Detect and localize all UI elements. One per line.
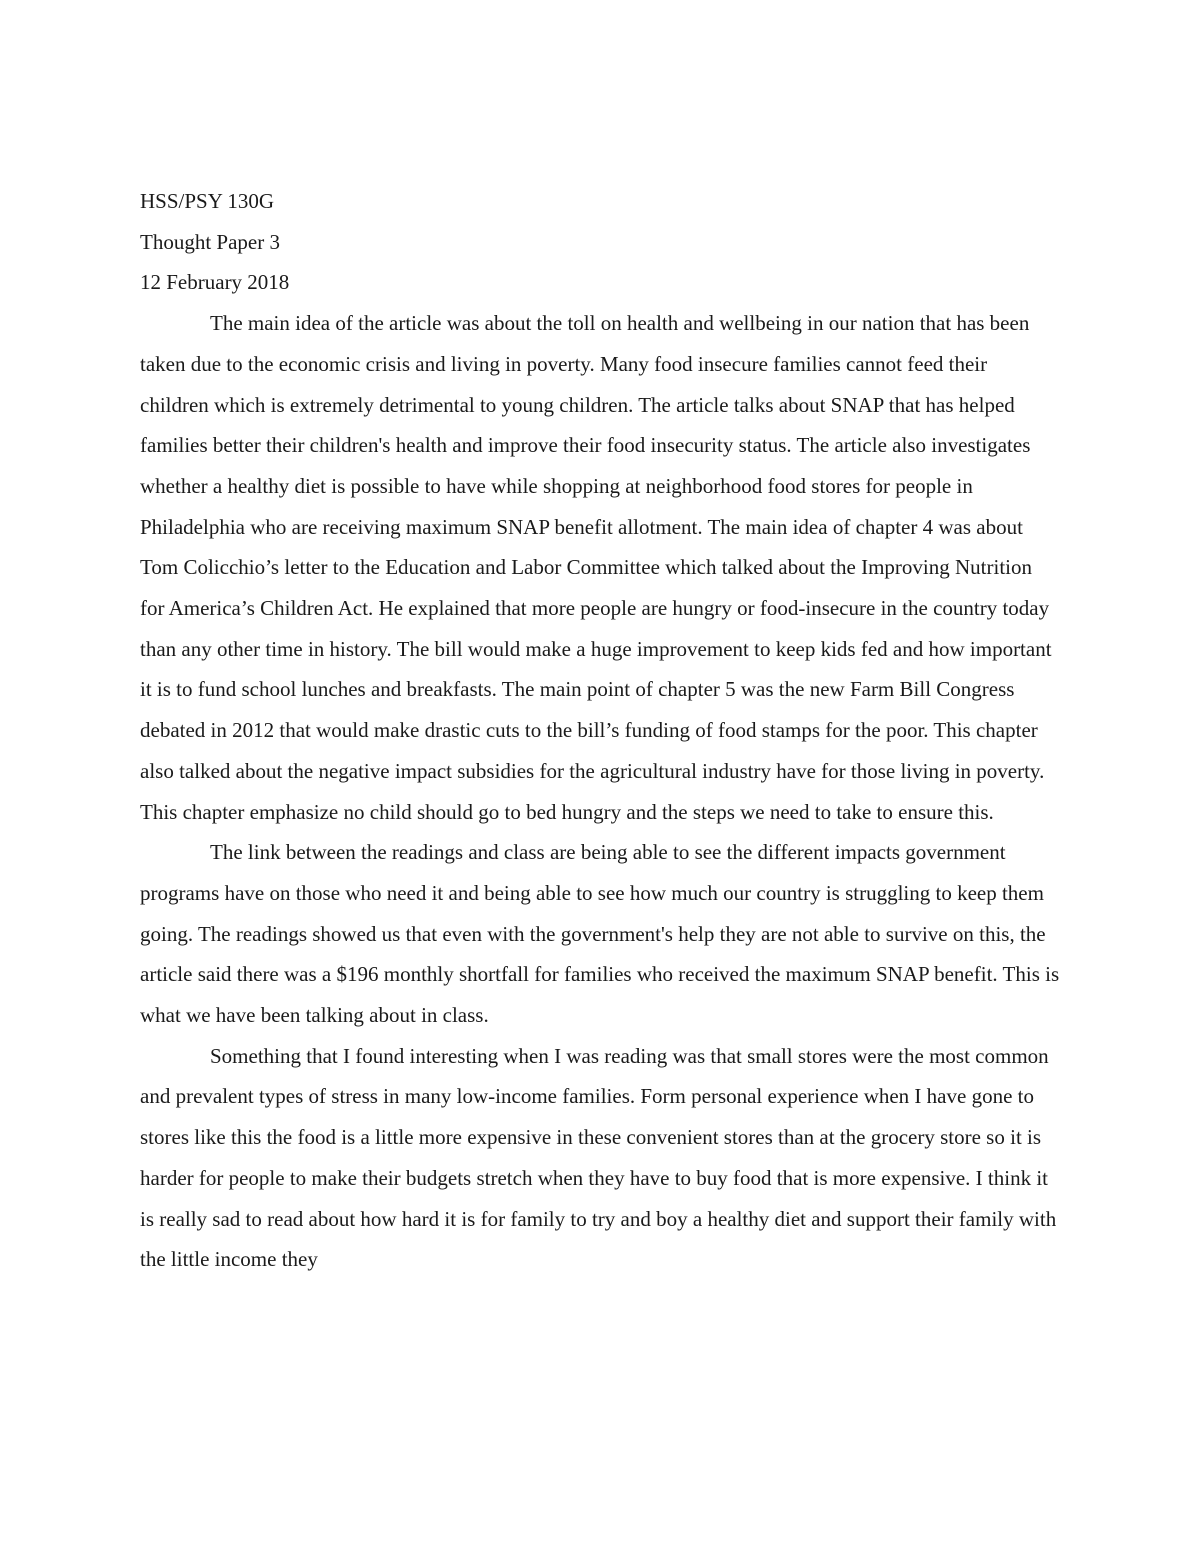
course-code: HSS/PSY 130G <box>140 189 275 213</box>
paragraph-class-link: The link between the readings and class are being able to see the different impacts government programs have on those who need it and being able to see how much our country is struggling to keep them going. The readings showed us that even with the government's help they are not able to survive on this, the article said there was a $196 monthly shortfall for families who received the maximum SNAP benefit. This is what we have been talking about in class. <box>140 840 1060 1028</box>
assignment-title: Thought Paper 3 <box>140 229 280 254</box>
paragraph-interesting-finding: Something that I found interesting when I was reading was that small stores were the most common and prevalent types of stress in many low-income families. Form personal experience when I have gone to stores like this the food is a little more expensive in these convenient stores than at the grocery store so it is harder for people to make their budgets stretch when they have to buy food that is more expensive. I think it is really sad to read about how hard it is for family to try and boy a healthy diet and support their family with the little income they <box>140 1043 1057 1272</box>
paragraph-main-idea: The main idea of the article was about the toll on health and wellbeing in our nation that has been taken due to the economic crisis and living in poverty. Many food insecure families cannot feed their children which is extremely detrimental to young children. The article talks about SNAP that has helped families better their children's health and improve their food insecurity status. The article also investigates whether a healthy diet is possible to have while shopping at neighborhood food stores for people in Philadelphia who are receiving maximum SNAP benefit allotment. The main idea of chapter 4 was about Tom Colicchio’s letter to the Education and Labor Committee which talked about the Improving Nutrition for America’s Children Act. He explained that more people are hungry or food-insecure in the country today than any other time in history. The bill would make a huge improvement to keep kids fed and how important it is to fund school lunches and breakfasts. The main point of chapter 5 was the new Farm Bill Congress debated in 2012 that would make drastic cuts to the bill’s funding of food stamps for the poor. This chapter also talked about the negative impact subsidies for the agricultural industry have for those living in poverty. This chapter emphasize no child should go to bed hungry and the steps we need to take to ensure this. <box>140 311 1052 824</box>
document-body <box>140 181 1060 1280</box>
document-date: 12 February 2018 <box>140 270 290 295</box>
